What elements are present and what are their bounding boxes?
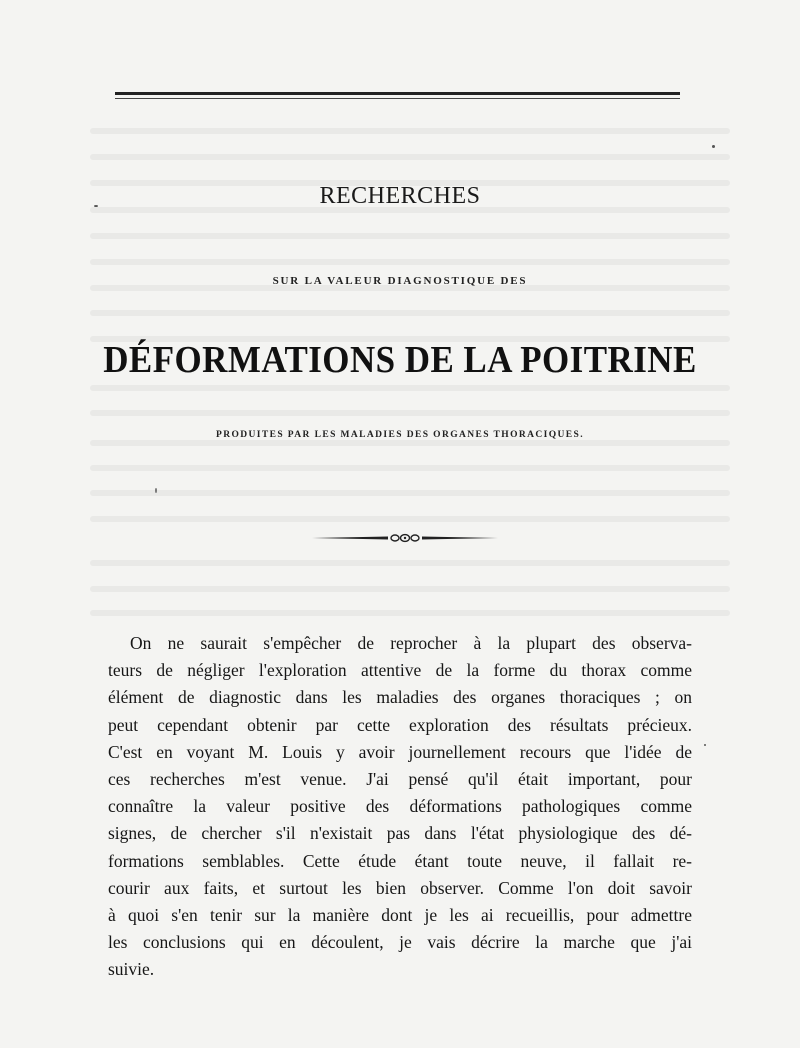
body-line: les conclusions qui en découlent, je vais décrire la marche que j'ai — [108, 932, 692, 953]
main-title: DÉFORMATIONS DE LA POITRINE — [103, 339, 697, 381]
body-line: teurs de négliger l'exploration attentive de la forme du thorax comme — [108, 660, 692, 681]
bleed-through-line — [90, 490, 730, 496]
body-paragraph — [108, 630, 692, 984]
bleed-through-line — [90, 259, 730, 265]
body-line: élément de diagnostic dans les maladies des organes thoraciques ; on — [108, 687, 692, 708]
body-line: signes, de chercher s'il n'existait pas dans l'état physiologique des dé- — [108, 823, 692, 844]
bleed-through-line — [90, 310, 730, 316]
bleed-through-line — [90, 610, 730, 616]
body-line: à quoi s'en tenir sur la manière dont je les ai recueillis, pour admettre — [108, 905, 692, 926]
body-line: ces recherches m'est venue. J'ai pensé qu'il était important, pour — [108, 769, 692, 790]
paper-speck — [94, 205, 98, 207]
body-line: suivie. — [108, 959, 155, 980]
bleed-through-line — [90, 586, 730, 592]
title-subtitle: SUR LA VALEUR DIAGNOSTIQUE DES — [272, 275, 528, 287]
body-line: On ne saurait s'empêcher de reprocher à la plupart des observa- — [130, 633, 692, 653]
body-line: peut cependant obtenir par cette exploration des résultats précieux. — [108, 714, 692, 735]
title-small: PRODUITES PAR LES MALADIES DES ORGANES THORACIQUES. — [216, 430, 584, 440]
bleed-through-line — [90, 410, 730, 416]
header-rule-thick — [115, 92, 680, 95]
bleed-through-line — [90, 385, 730, 391]
bleed-through-line — [90, 154, 730, 160]
paper-speck — [155, 488, 157, 493]
bleed-through-line — [90, 128, 730, 134]
body-line: C'est en voyant M. Louis y avoir journellement recours que l'idée de — [108, 741, 692, 762]
bleed-through-line — [90, 516, 730, 522]
paper-speck — [704, 744, 706, 746]
body-line: connaître la valeur positive des déformations pathologiques comme — [108, 796, 692, 817]
ornament-divider — [310, 530, 500, 546]
body-line: courir aux faits, et surtout les bien observer. Comme l'on doit savoir — [108, 877, 692, 898]
header-rule-thin — [115, 98, 680, 99]
bleed-through-line — [90, 233, 730, 239]
title-recherches: RECHERCHES — [319, 183, 481, 209]
body-line: formations semblables. Cette étude étant toute neuve, il fallait re- — [108, 850, 692, 871]
paper-speck — [712, 145, 715, 148]
bleed-through-line — [90, 465, 730, 471]
bleed-through-line — [90, 560, 730, 566]
bleed-through-line — [90, 440, 730, 446]
